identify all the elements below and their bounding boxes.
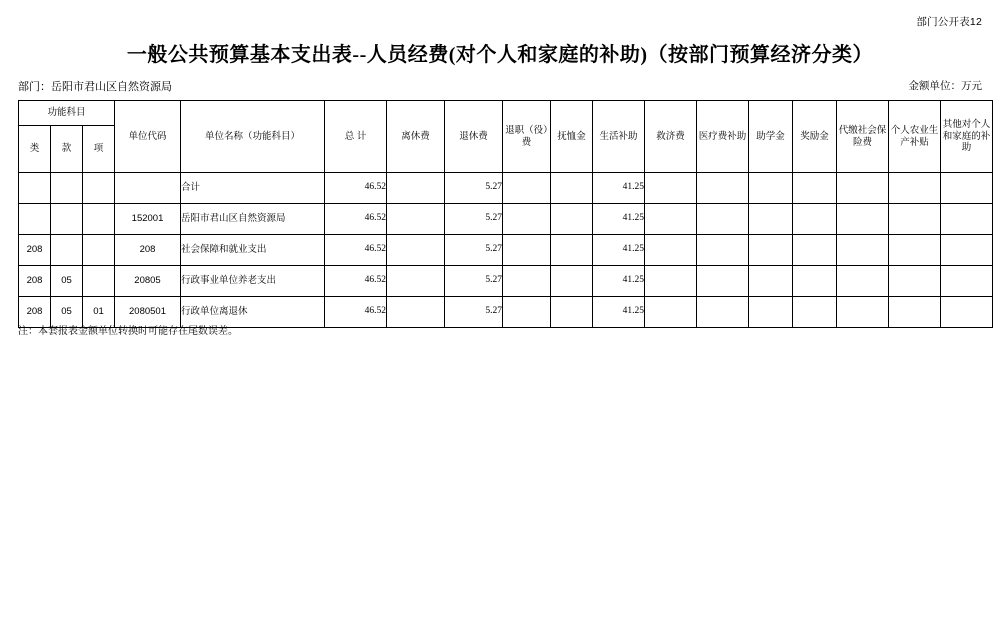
cell-award [793,266,837,297]
header-award: 奖励金 [793,101,837,173]
header-other-personal-family: 其他对个人和家庭的补助 [941,101,993,173]
cell-unit-code: 20805 [115,266,181,297]
cell-farm-production-subsidy [889,173,941,204]
cell-kuan: 05 [51,266,83,297]
amount-unit-label: 金额单位：万元 [908,80,982,92]
cell-medical-subsidy [697,173,749,204]
cell-medical-subsidy [697,266,749,297]
cell-relief [645,266,697,297]
cell-medical-subsidy [697,204,749,235]
cell-medical-subsidy [697,297,749,328]
cell-xiang [83,173,115,204]
table-head [19,101,993,173]
cell-tuition [749,297,793,328]
header-retire: 退休费 [445,101,503,173]
page-title: 一般公共预算基本支出表--人员经费(对个人和家庭的补助)（按部门预算经济分类） [126,44,874,66]
cell-pension [551,297,593,328]
header-lei: 类 [19,126,51,173]
cell-retire-honor [387,173,445,204]
cell-living-allowance: 41.25 [593,235,645,266]
cell-farm-production-subsidy [889,266,941,297]
cell-kuan: 05 [51,297,83,328]
cell-resign [503,266,551,297]
department-line [18,78,172,94]
cell-unit-code: 2080501 [115,297,181,328]
cell-relief [645,173,697,204]
header-living-allowance: 生活补助 [593,101,645,173]
cell-farm-production-subsidy [889,297,941,328]
header-social-insurance: 代缴社会保险费 [837,101,889,173]
cell-unit-name: 行政事业单位养老支出 [181,266,325,297]
cell-unit-code [115,173,181,204]
header-relief: 救济费 [645,101,697,173]
cell-unit-code: 152001 [115,204,181,235]
header-medical-subsidy: 医疗费补助 [697,101,749,173]
cell-medical-subsidy [697,235,749,266]
cell-xiang [83,266,115,297]
department-name: 岳阳市君山区自然资源局 [51,81,172,93]
cell-xiang [83,204,115,235]
cell-unit-code: 208 [115,235,181,266]
cell-award [793,204,837,235]
cell-retire: 5.27 [445,297,503,328]
cell-retire: 5.27 [445,173,503,204]
cell-resign [503,173,551,204]
cell-xiang: 01 [83,297,115,328]
header-total: 总 计 [325,101,387,173]
cell-living-allowance: 41.25 [593,204,645,235]
cell-unit-name: 合计 [181,173,325,204]
cell-retire: 5.27 [445,204,503,235]
cell-retire-honor [387,266,445,297]
cell-retire-honor [387,204,445,235]
cell-total: 46.52 [325,266,387,297]
cell-unit-name: 岳阳市君山区自然资源局 [181,204,325,235]
cell-lei: 208 [19,235,51,266]
header-unit-name: 单位名称（功能科目） [181,101,325,173]
cell-social-insurance [837,235,889,266]
cell-other-personal-family [941,173,993,204]
header-retire-honor: 离休费 [387,101,445,173]
cell-award [793,173,837,204]
cell-pension [551,204,593,235]
cell-other-personal-family [941,235,993,266]
cell-tuition [749,266,793,297]
table-row [19,266,993,297]
cell-relief [645,204,697,235]
cell-lei: 208 [19,266,51,297]
cell-other-personal-family [941,266,993,297]
cell-retire: 5.27 [445,266,503,297]
cell-social-insurance [837,204,889,235]
cell-kuan [51,173,83,204]
cell-tuition [749,235,793,266]
cell-living-allowance: 41.25 [593,173,645,204]
cell-lei [19,204,51,235]
cell-kuan [51,204,83,235]
cell-total: 46.52 [325,297,387,328]
header-xiang: 项 [83,126,115,173]
meta-row [18,78,982,94]
department-label: 部门： [18,81,51,93]
cell-retire: 5.27 [445,235,503,266]
cell-lei: 208 [19,297,51,328]
table-body [19,173,993,328]
header-function-subject: 功能科目 [19,101,115,126]
form-code-label: 部门公开表12 [916,16,982,28]
table-row [19,173,993,204]
cell-resign [503,235,551,266]
header-farm-production-subsidy: 个人农业生产补贴 [889,101,941,173]
cell-total: 46.52 [325,204,387,235]
cell-retire-honor [387,297,445,328]
cell-social-insurance [837,173,889,204]
cell-unit-name: 社会保障和就业支出 [181,235,325,266]
header-tuition: 助学金 [749,101,793,173]
cell-farm-production-subsidy [889,204,941,235]
cell-retire-honor [387,235,445,266]
cell-xiang [83,235,115,266]
cell-total: 46.52 [325,173,387,204]
cell-relief [645,297,697,328]
cell-kuan [51,235,83,266]
cell-unit-name: 行政单位离退休 [181,297,325,328]
cell-total: 46.52 [325,235,387,266]
cell-award [793,297,837,328]
table-row [19,204,993,235]
header-kuan: 款 [51,126,83,173]
cell-pension [551,266,593,297]
cell-tuition [749,204,793,235]
cell-resign [503,204,551,235]
cell-pension [551,235,593,266]
cell-resign [503,297,551,328]
cell-relief [645,235,697,266]
cell-lei [19,173,51,204]
header-row-top [19,101,993,126]
footnote: 注：本套报表金额单位转换时可能存在尾数误差。 [18,326,238,337]
cell-living-allowance: 41.25 [593,266,645,297]
cell-pension [551,173,593,204]
table-row [19,235,993,266]
header-pension: 抚恤金 [551,101,593,173]
cell-other-personal-family [941,297,993,328]
cell-social-insurance [837,297,889,328]
cell-tuition [749,173,793,204]
cell-award [793,235,837,266]
cell-farm-production-subsidy [889,235,941,266]
budget-table [18,100,993,328]
cell-living-allowance: 41.25 [593,297,645,328]
cell-other-personal-family [941,204,993,235]
header-resign: 退职（役）费 [503,101,551,173]
header-unit-code: 单位代码 [115,101,181,173]
cell-social-insurance [837,266,889,297]
